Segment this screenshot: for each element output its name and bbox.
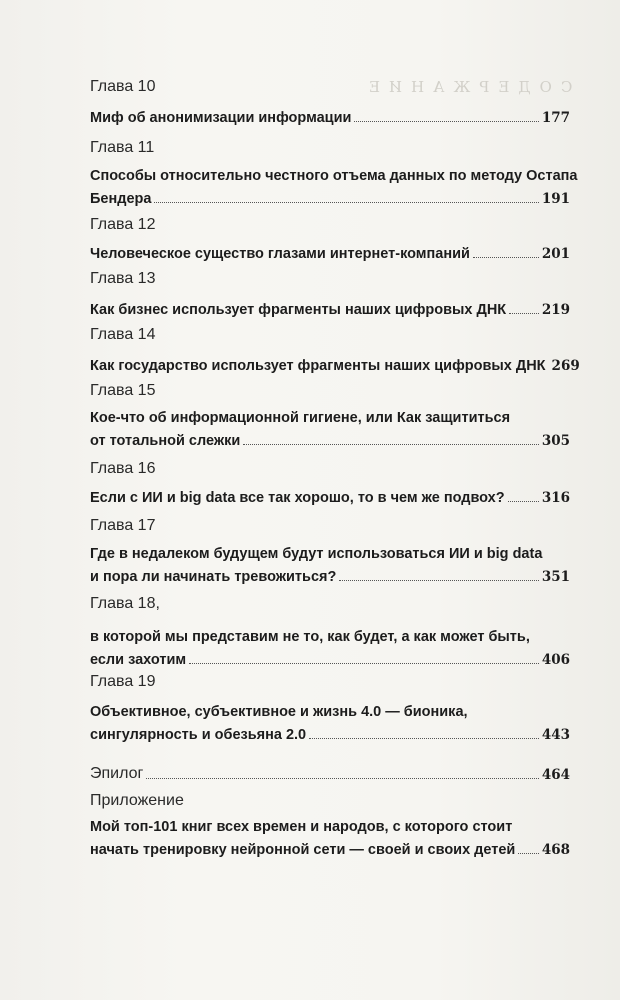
toc-title-line [90, 427, 570, 449]
page-number: 191 [541, 191, 570, 207]
dot-leader [154, 201, 538, 203]
toc-title-line [90, 698, 570, 720]
chapter-label: Глава 15 [90, 382, 156, 399]
dot-leader [146, 777, 538, 779]
appendix-label: Приложение [90, 792, 184, 809]
chapter-label: Глава 11 [90, 139, 155, 156]
dot-leader [243, 443, 539, 445]
toc-title-line [90, 540, 570, 562]
toc-title-line [90, 162, 578, 184]
page-number: 177 [541, 110, 570, 126]
page-number: 201 [541, 246, 570, 262]
chapter-label: Глава 12 [90, 216, 156, 233]
toc-title-line [90, 563, 570, 585]
toc-title-line [90, 813, 570, 835]
page-number: 316 [541, 490, 570, 506]
dot-leader [354, 120, 538, 122]
chapter-title: Кое-что об информационной гигиене, или Как защититься [90, 410, 511, 426]
chapter-title: и пора ли начинать тревожиться? [90, 569, 337, 585]
page-number: 269 [551, 358, 580, 374]
page-number: 464 [541, 767, 570, 783]
bleed-through-heading: СОДЕРЖАНИЕ [360, 78, 573, 96]
appendix-title: Мой топ-101 книг всех времен и народов, с которого стоит [90, 819, 513, 835]
dot-leader [339, 579, 538, 581]
chapter-title: Если с ИИ и big data все так хорошо, то в чем же подвох? [90, 490, 505, 506]
toc-title-line [90, 721, 570, 743]
chapter-title: Человеческое существо глазами интернет-компаний [90, 246, 470, 262]
toc-title-line [90, 761, 570, 783]
toc-title-line [90, 185, 570, 207]
chapter-label: Глава 13 [90, 270, 156, 287]
chapter-title: от тотальной слежки [90, 433, 241, 449]
page-number: 443 [541, 727, 570, 743]
chapter-label: Глава 19 [90, 673, 156, 690]
chapter-label: Глава 10 [90, 78, 156, 95]
chapter-label: Глава 14 [90, 326, 156, 343]
toc-title-line [90, 484, 570, 506]
page-number: 219 [541, 302, 570, 318]
toc-title-line [90, 352, 580, 374]
chapter-title: Где в недалеком будущем будут использоваться ИИ и big data [90, 546, 543, 562]
page-number: 351 [541, 569, 570, 585]
dot-leader [508, 500, 539, 502]
chapter-title: в которой мы представим не то, как будет, а как может быть, [90, 629, 530, 645]
chapter-title: Способы относительно честного отъема данных по методу Остапа [90, 168, 578, 184]
chapter-title: Как бизнес использует фрагменты наших цифровых ДНК [90, 302, 507, 318]
page-number: 468 [541, 842, 570, 858]
chapter-title: сингулярность и обезьяна 2.0 [90, 727, 307, 743]
dot-leader [518, 852, 538, 854]
dot-leader [509, 312, 539, 314]
epilogue-label: Эпилог [90, 765, 144, 782]
toc-title-line [90, 104, 570, 126]
chapter-title: Объективное, субъективное и жизнь 4.0 — бионика, [90, 704, 468, 720]
toc-title-line [90, 623, 570, 645]
toc-title-line [90, 240, 570, 262]
toc-title-line [90, 646, 570, 668]
chapter-title: если захотим [90, 652, 187, 668]
toc-title-line [90, 404, 570, 426]
chapter-title: Как государство использует фрагменты наших цифровых ДНК [90, 358, 546, 374]
chapter-label: Глава 16 [90, 460, 156, 477]
page-number: 406 [541, 652, 570, 668]
chapter-title: Миф об анонимизации информации [90, 110, 352, 126]
toc-title-line [90, 296, 570, 318]
chapter-label: Глава 18, [90, 595, 160, 612]
dot-leader [189, 662, 539, 664]
toc-title-line [90, 836, 570, 858]
page-number: 305 [541, 433, 570, 449]
chapter-label: Глава 17 [90, 517, 156, 534]
dot-leader [473, 256, 539, 258]
appendix-title: начать тренировку нейронной сети — своей и своих детей [90, 842, 516, 858]
dot-leader [309, 737, 539, 739]
chapter-title: Бендера [90, 191, 152, 207]
